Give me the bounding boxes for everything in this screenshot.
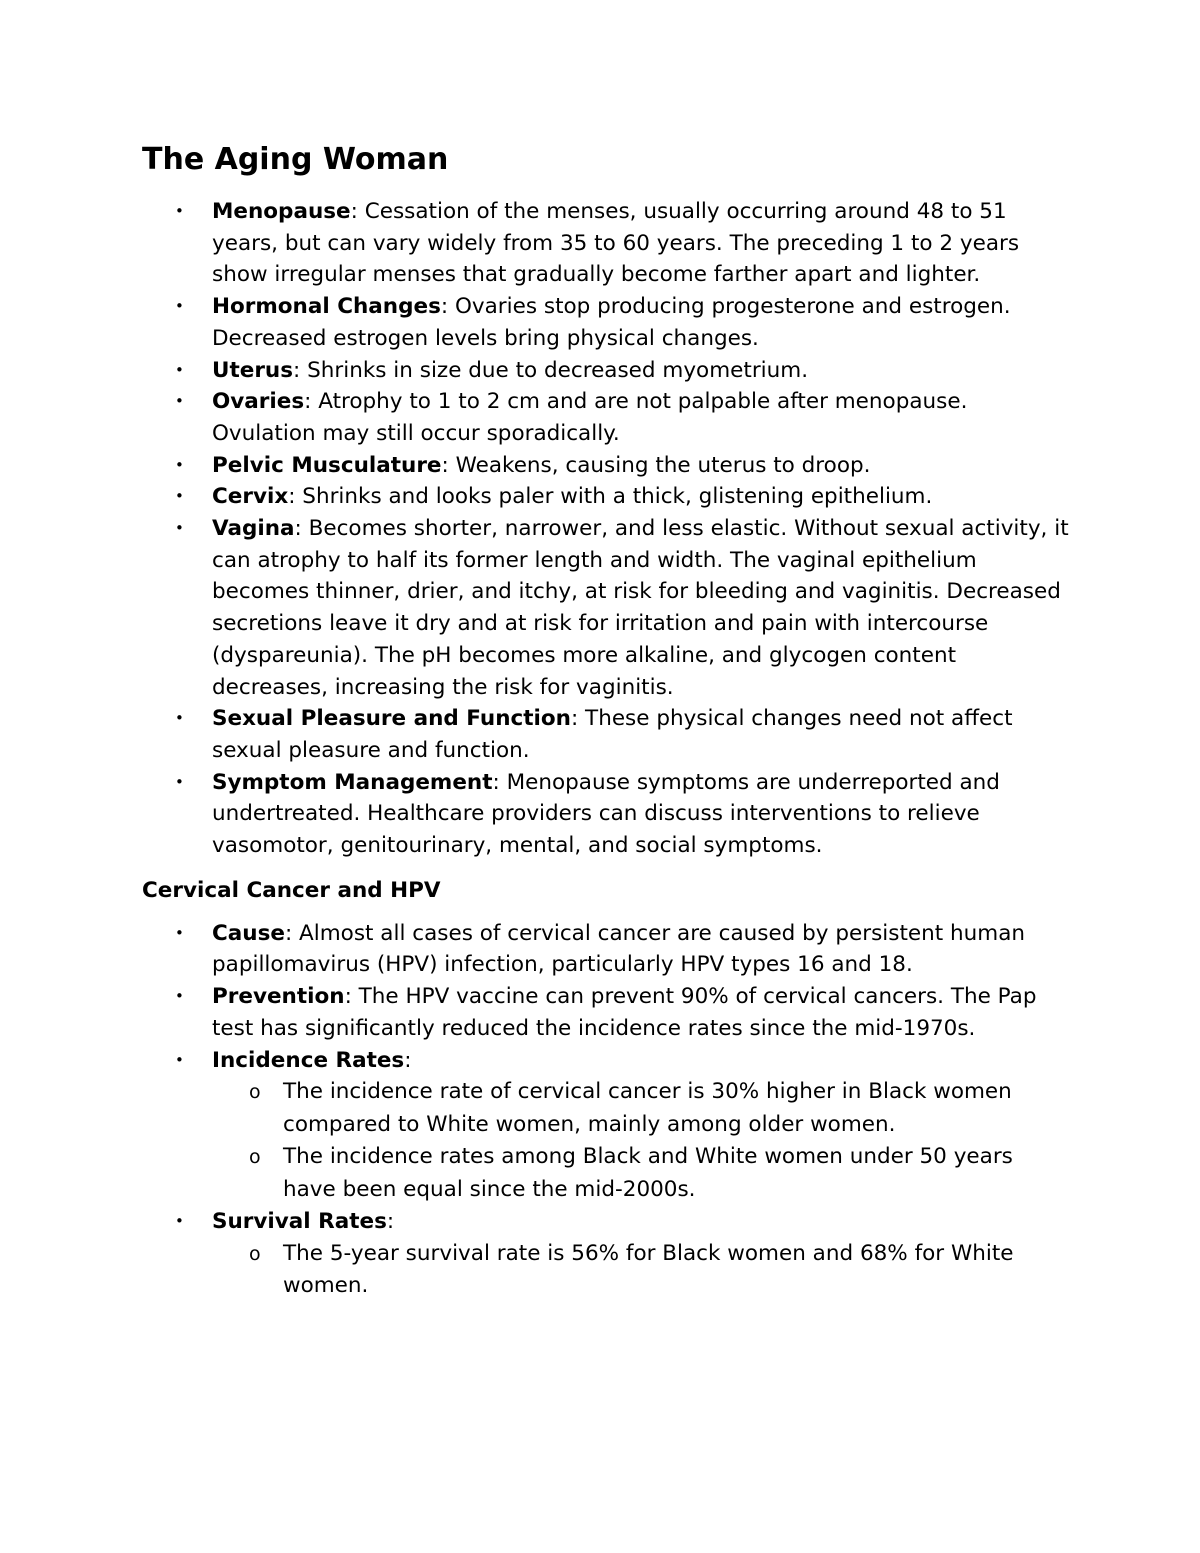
item-text: : Shrinks in size due to decreased myometrium. bbox=[293, 357, 809, 383]
item-text: : Weakens, causing the uterus to droop. bbox=[441, 452, 871, 478]
bullet-marker: • bbox=[175, 455, 184, 474]
item-term: Survival Rates bbox=[212, 1209, 387, 1235]
item-text: : Atrophy to 1 to 2 cm and are not palpable after menopause. Ovulation may still occur sporadically. bbox=[212, 389, 968, 446]
item-term: Hormonal Changes bbox=[212, 294, 441, 320]
item-term: Pelvic Musculature bbox=[212, 452, 442, 478]
item-term: Incidence Rates bbox=[212, 1047, 405, 1073]
item-text: : The HPV vaccine can prevent 90% of cervical cancers. The Pap test has significantly reduced the incidence rates since the mid-1970s. bbox=[212, 984, 1037, 1041]
sub-bullet-marker: o bbox=[249, 1081, 261, 1104]
list-item-cause bbox=[142, 918, 1072, 981]
item-term: Menopause bbox=[212, 199, 351, 224]
list-item-symptom-management bbox=[142, 767, 1072, 862]
item-text: : Menopause symptoms are underreported and undertreated. Healthcare providers can discuss interventions to relieve vasomotor, genitourinary, mental, and social symptoms. bbox=[212, 769, 1000, 859]
bullet-marker: • bbox=[175, 709, 184, 728]
list-item-survival-rates bbox=[142, 1206, 1072, 1303]
cervical-cancer-list bbox=[142, 918, 1072, 1303]
list-item-ovaries bbox=[142, 386, 1072, 449]
aging-woman-list bbox=[142, 196, 1072, 862]
bullet-marker: • bbox=[175, 487, 184, 506]
page-title: The Aging Woman bbox=[142, 142, 449, 177]
bullet-marker: • bbox=[175, 987, 184, 1006]
list-item-sexual-pleasure bbox=[142, 703, 1072, 766]
item-text: : Becomes shorter, narrower, and less elastic. Without sexual activity, it can atrophy to half its former length and width. The vaginal epithelium becomes thinner, drier, and itchy, at risk for bleeding and vaginitis. Decreased secretions leave it dry and at risk for irritation and pain with intercourse (dyspareunia). The pH becomes more alkaline, and glycogen content decreases, increasing the risk for vaginitis. bbox=[212, 516, 1069, 700]
list-item-incidence-rates bbox=[142, 1045, 1072, 1207]
bullet-marker: • bbox=[175, 297, 184, 316]
sublist-item-text: The incidence rates among Black and White women under 50 years have been equal since the mid-2000s. bbox=[283, 1144, 1013, 1202]
list-item-uterus bbox=[142, 355, 1072, 387]
list-item-prevention bbox=[142, 981, 1072, 1044]
item-text: : Almost all cases of cervical cancer are caused by persistent human papillomavirus (HPV) infection, particularly HPV types 16 and 18. bbox=[212, 920, 1025, 978]
sub-bullet-marker: o bbox=[249, 1146, 261, 1169]
bullet-marker: • bbox=[175, 923, 184, 942]
bullet-marker: • bbox=[175, 519, 184, 538]
list-item-vagina bbox=[142, 513, 1072, 703]
item-text: : bbox=[386, 1209, 395, 1235]
item-term: Ovaries bbox=[212, 389, 305, 415]
item-term: Prevention bbox=[212, 984, 345, 1010]
bullet-marker: • bbox=[175, 1212, 184, 1231]
item-term: Sexual Pleasure and Function bbox=[212, 706, 571, 732]
list-item-menopause bbox=[142, 196, 1072, 291]
item-term: Cause bbox=[212, 920, 285, 946]
item-text: : bbox=[404, 1047, 412, 1073]
bullet-marker: • bbox=[175, 202, 184, 220]
item-term: Uterus bbox=[212, 357, 294, 383]
item-text: : Cessation of the menses, usually occurring around 48 to 51 years, but can vary widely from 35 to 60 years. The preceding 1 to 2 years show irregular menses that gradually become farther apart and lighter. bbox=[212, 199, 1020, 288]
bullet-marker: • bbox=[175, 392, 184, 411]
item-text: : Ovaries stop producing progesterone and estrogen. Decreased estrogen levels bring physical changes. bbox=[212, 294, 1011, 351]
bullet-marker: • bbox=[175, 772, 184, 791]
sublist-item-text: The incidence rate of cervical cancer is 30% higher in Black women compared to White women, mainly among older women. bbox=[283, 1079, 1012, 1137]
item-text: : Shrinks and looks paler with a thick, glistening epithelium. bbox=[288, 484, 933, 510]
sublist-item-text: The 5-year survival rate is 56% for Black women and 68% for White women. bbox=[283, 1240, 1014, 1299]
incidence-rates-sublist bbox=[212, 1076, 1072, 1206]
survival-rates-sublist bbox=[212, 1238, 1072, 1303]
bullet-marker: • bbox=[175, 360, 184, 379]
item-text: : These physical changes need not affect sexual pleasure and function. bbox=[212, 706, 1013, 763]
bullet-marker: • bbox=[175, 1050, 184, 1069]
item-term: Vagina bbox=[212, 516, 295, 542]
sublist-item bbox=[142, 1141, 1072, 1206]
document-page bbox=[142, 138, 1072, 1303]
item-term: Symptom Management bbox=[212, 769, 493, 795]
list-item-cervix bbox=[142, 481, 1072, 513]
list-item-hormonal-changes bbox=[142, 291, 1072, 354]
sub-bullet-marker: o bbox=[249, 1242, 261, 1265]
item-term: Cervix bbox=[212, 484, 289, 510]
section-heading-cervical-cancer: Cervical Cancer and HPV bbox=[142, 877, 441, 903]
sublist-item bbox=[142, 1238, 1072, 1303]
sublist-item bbox=[142, 1076, 1072, 1141]
list-item-pelvic-musculature bbox=[142, 450, 1072, 482]
